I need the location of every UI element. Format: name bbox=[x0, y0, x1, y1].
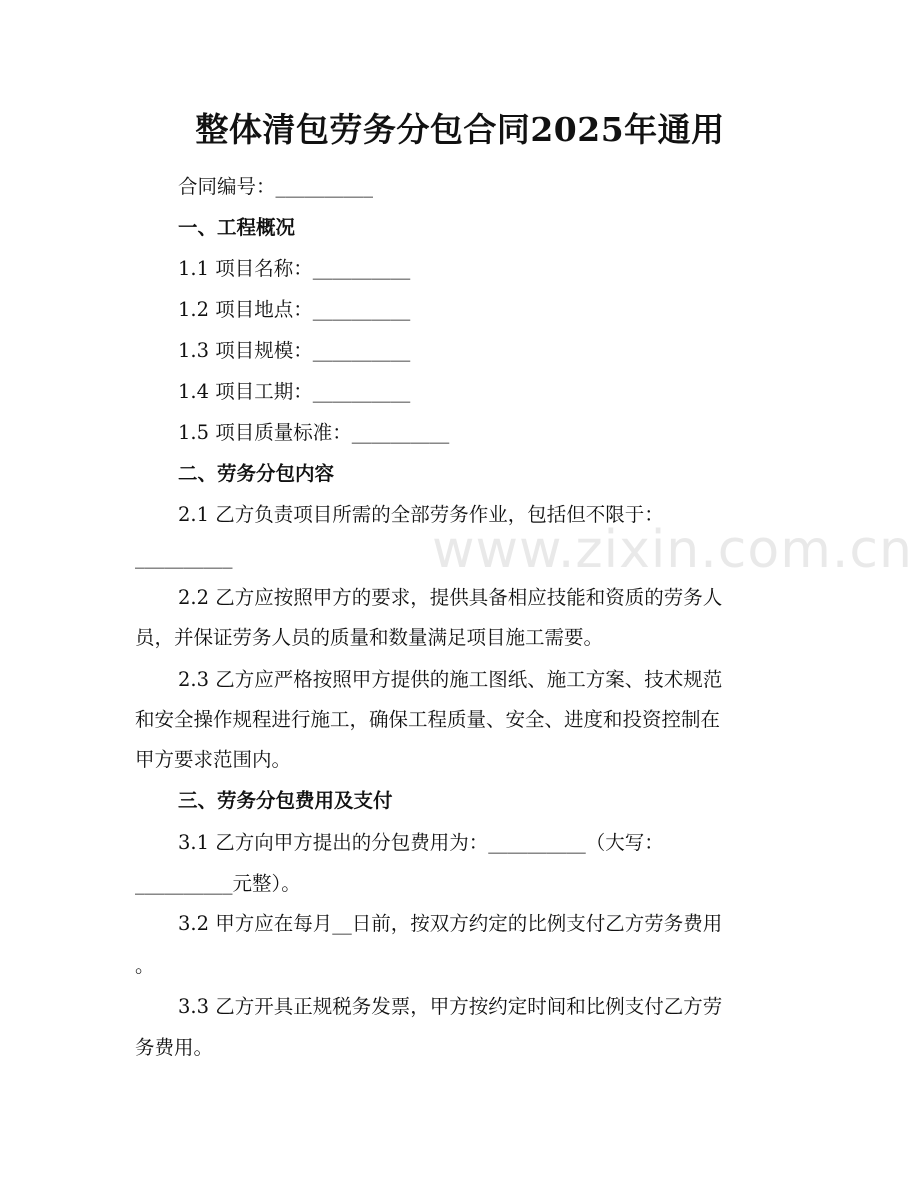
clause-3-1-line-2: __________元整）。 bbox=[135, 872, 301, 895]
clause-2-1-line-1: 2.1 乙方负责项目所需的全部劳务作业，包括但不限于： bbox=[178, 503, 664, 526]
watermark: www.zixin.com.cn bbox=[432, 520, 913, 580]
clause-2-3-line-2: 和安全操作规程进行施工，确保工程质量、安全、进度和投资控制在 bbox=[135, 708, 721, 731]
clause-3-2-line-1: 3.2 甲方应在每月__日前，按双方约定的比例支付乙方劳务费用 bbox=[178, 912, 723, 935]
section-2-heading: 二、劳务分包内容 bbox=[178, 462, 335, 485]
clause-2-2-line-1: 2.2 乙方应按照甲方的要求，提供具备相应技能和资质的劳务人 bbox=[178, 586, 723, 609]
clause-2-3-line-3: 甲方要求范围内。 bbox=[135, 748, 292, 771]
project-quality-item: 1.5 项目质量标准：__________ bbox=[178, 421, 450, 444]
section-1-heading: 一、工程概况 bbox=[178, 216, 296, 239]
clause-2-2-line-2: 员，并保证劳务人员的质量和数量满足项目施工需要。 bbox=[135, 626, 604, 649]
clause-3-2-line-2: 。 bbox=[135, 954, 155, 977]
project-name-item: 1.1 项目名称：__________ bbox=[178, 257, 411, 280]
document-title: 整体清包劳务分包合同2025年通用 bbox=[195, 110, 725, 149]
project-scale-item: 1.3 项目规模：__________ bbox=[178, 339, 411, 362]
section-3-heading: 三、劳务分包费用及支付 bbox=[178, 789, 393, 812]
contract-number: 合同编号：__________ bbox=[178, 175, 374, 198]
clause-2-3-line-1: 2.3 乙方应严格按照甲方提供的施工图纸、施工方案、技术规范 bbox=[178, 668, 723, 691]
clause-2-1-line-2: __________ bbox=[135, 546, 233, 569]
project-location-item: 1.2 项目地点：__________ bbox=[178, 298, 411, 321]
clause-3-3-line-2: 务费用。 bbox=[135, 1036, 214, 1059]
clause-3-3-line-1: 3.3 乙方开具正规税务发票，甲方按约定时间和比例支付乙方劳 bbox=[178, 995, 723, 1018]
project-duration-item: 1.4 项目工期：__________ bbox=[178, 380, 411, 403]
clause-3-1-line-1: 3.1 乙方向甲方提出的分包费用为：__________（大写： bbox=[178, 831, 664, 854]
